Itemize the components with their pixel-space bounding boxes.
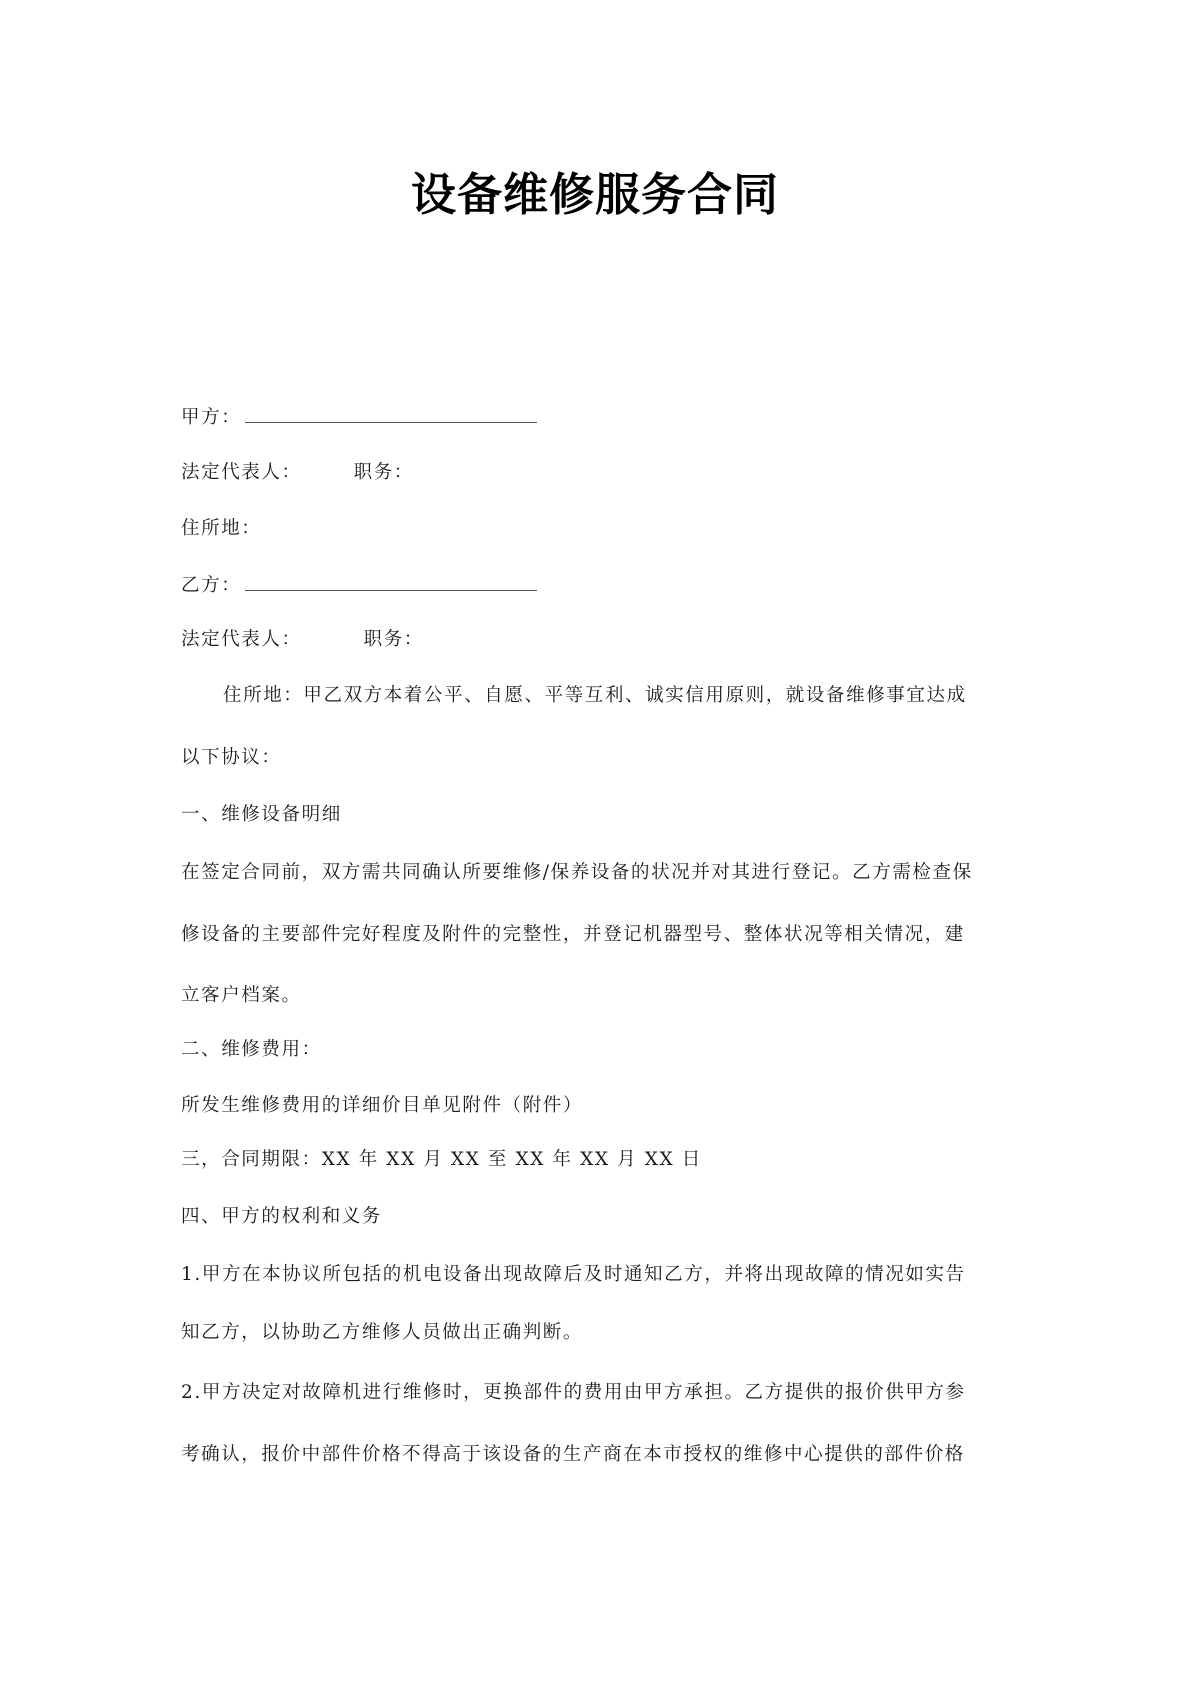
- party-b-blank-field: [245, 572, 537, 591]
- party-b-rep-label: 法定代表人：: [181, 629, 302, 650]
- section-1-text-line: 修设备的主要部件完好程度及附件的完整性，并登记机器型号、整体状况等相关情况，建: [181, 924, 965, 945]
- party-a-position-label: 职务：: [353, 462, 414, 483]
- party-b-label: 乙方：: [181, 575, 242, 596]
- party-a-address-label: 住所地：: [181, 518, 262, 539]
- preamble-line-1: 住所地：甲乙双方本着公平、自愿、平等互利、诚实信用原则，就设备维修事宜达成: [223, 685, 967, 706]
- party-a-address-line: [181, 516, 1021, 542]
- section-4-item-1-line: 1.甲方在本协议所包括的机电设备出现故障后及时通知乙方，并将出现故障的情况如实告: [181, 1264, 966, 1285]
- section-2-text: 所发生维修费用的详细价目单见附件（附件）: [181, 1095, 584, 1116]
- party-a-rep-line: [181, 460, 1021, 486]
- section-4-item-1-line: 知乙方，以协助乙方维修人员做出正确判断。: [181, 1322, 584, 1343]
- party-a-blank-field: [245, 404, 537, 423]
- section-1-text-line: 在签定合同前，双方需共同确认所要维修/保养设备的状况并对其进行登记。乙方需检查保: [181, 862, 973, 883]
- section-1-text-line: 立客户档案。: [181, 985, 302, 1006]
- party-a-line: [181, 404, 1021, 431]
- section-4-heading: 四、甲方的权利和义务: [181, 1206, 383, 1227]
- section-1-heading: 一、维修设备明细: [181, 804, 342, 825]
- party-b-rep-line: [181, 627, 1021, 653]
- section-2-heading: 二、维修费用：: [181, 1039, 322, 1060]
- party-b-position-label: 职务：: [363, 629, 424, 650]
- section-4-item-2-line: 考确认，报价中部件价格不得高于该设备的生产商在本市授权的维修中心提供的部件价格: [181, 1444, 965, 1465]
- preamble-line-2: 以下协议：: [181, 747, 282, 768]
- party-a-label: 甲方：: [181, 407, 242, 428]
- party-a-rep-label: 法定代表人：: [181, 462, 302, 483]
- section-4-item-2-line: 2.甲方决定对故障机进行维修时，更换部件的费用由甲方承担。乙方提供的报价供甲方参: [181, 1382, 966, 1403]
- party-b-line: [181, 572, 1021, 599]
- document-title: 设备维修服务合同: [410, 168, 779, 221]
- section-3-heading: 三，合同期限：XX 年 XX 月 XX 至 XX 年 XX 月 XX 日: [181, 1149, 702, 1170]
